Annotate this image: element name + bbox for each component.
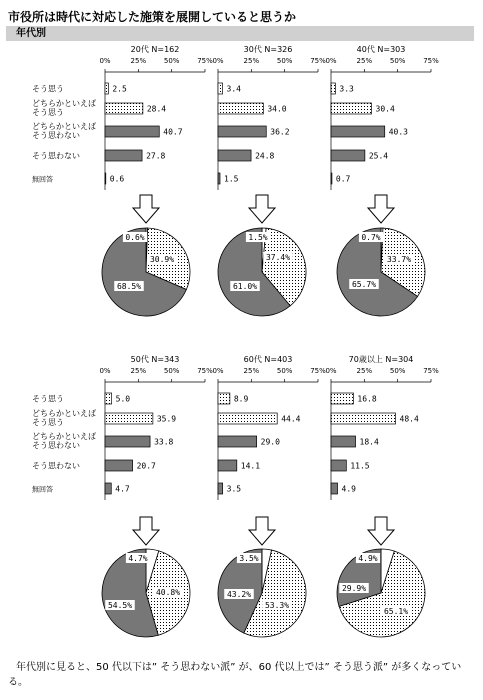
down-arrow-icon (368, 195, 394, 223)
bar (105, 173, 106, 184)
tick-label: 50% (276, 367, 293, 375)
pie-slice-label: 4.9% (358, 554, 378, 563)
bar-value-label: 4.7 (115, 484, 130, 494)
row-category-label: そう思わない (32, 441, 80, 450)
pie-slice-label: 61.0% (232, 282, 258, 291)
section-header: 年代別 (6, 26, 474, 41)
pie-slice-label: 33.7% (386, 255, 412, 264)
bar-value-label: 30.4 (375, 104, 395, 114)
tick-label: 0% (325, 57, 337, 65)
row-category-label: そう思わない (32, 131, 80, 140)
bar (331, 393, 353, 404)
tick-label: 0% (325, 367, 337, 375)
tick-label: 75% (310, 57, 326, 65)
bar-value-label: 3.5 (226, 484, 242, 494)
row-category-label: そう思う (32, 394, 64, 404)
pie-slice-label: 4.7% (128, 554, 148, 563)
pie-slice-label: 3.5% (239, 554, 259, 563)
tick-label: 0% (99, 367, 111, 375)
bar-value-label: 36.2 (270, 127, 290, 137)
tick-label: 0% (212, 57, 224, 65)
tick-label: 75% (423, 367, 439, 375)
bar (105, 126, 159, 137)
row-category-label: どちらかといえば (32, 409, 96, 418)
bar (331, 150, 365, 161)
tick-label: 0% (99, 57, 111, 65)
tick-label: 0% (212, 367, 224, 375)
pie-slice-label: 65.1% (383, 607, 409, 616)
bar (105, 436, 150, 447)
bar (331, 173, 332, 184)
bar (218, 483, 223, 494)
tick-label: 50% (389, 57, 406, 65)
bar (331, 413, 396, 424)
bar-value-label: 34.0 (267, 104, 287, 114)
bar (105, 483, 111, 494)
row-category-label: そう思う (32, 108, 64, 117)
pie-slice-label: 53.3% (264, 601, 290, 610)
bar-value-label: 3.4 (226, 84, 241, 94)
bar-value-label: 16.8 (357, 394, 377, 404)
bar-value-label: 14.1 (240, 461, 261, 471)
bar-value-label: 44.4 (281, 414, 301, 424)
bar (218, 393, 230, 404)
bar (218, 460, 237, 471)
bar-value-label: 8.9 (233, 394, 249, 404)
bar-value-label: 5.0 (115, 394, 131, 404)
bar (331, 483, 338, 494)
row-category-label: どちらかといえば (32, 432, 96, 441)
row-category-label: そう思わない (32, 461, 80, 471)
tick-label: 25% (243, 57, 260, 65)
pie-slice-label: 37.4% (265, 253, 291, 262)
tick-label: 75% (197, 57, 213, 65)
tick-label: 25% (243, 367, 260, 375)
pie-slice-label: 29.9% (341, 584, 367, 593)
pie-slice-label: 40.8% (155, 588, 181, 597)
bar-panel-title: 40代 N=303 (356, 45, 406, 54)
tick-label: 50% (389, 367, 406, 375)
tick-label: 50% (163, 367, 180, 375)
bar-value-label: 25.4 (368, 151, 389, 161)
down-arrow-icon (249, 195, 275, 223)
bar-value-label: 24.8 (255, 151, 275, 161)
bar (218, 103, 263, 114)
bar-value-label: 35.9 (156, 414, 177, 424)
bar-value-label: 33.8 (154, 437, 174, 447)
down-arrow-icon (249, 517, 275, 545)
bar-panel-title: 50代 N=343 (130, 355, 180, 364)
row-category-label: どちらかといえば (32, 122, 96, 131)
tick-label: 75% (310, 367, 326, 375)
tick-label: 25% (130, 367, 147, 375)
bar (331, 126, 385, 137)
row-category-label: どちらかといえば (32, 99, 96, 108)
tick-label: 75% (423, 57, 439, 65)
bar (105, 103, 143, 114)
bar-value-label: 20.7 (136, 461, 156, 471)
down-arrow-icon (368, 517, 394, 545)
pie-slice-label: 0.7% (361, 233, 381, 242)
pie-slice-label: 54.5% (107, 601, 133, 610)
bar-value-label: 0.7 (335, 174, 351, 184)
bar (331, 83, 335, 94)
row-category-label: 無回答 (32, 485, 53, 494)
tick-label: 25% (130, 57, 147, 65)
bar-value-label: 0.6 (109, 174, 125, 184)
pie-slice-label: 1.5% (248, 233, 268, 242)
page-title: 市役所は時代に対応した施策を展開していると思うか (8, 10, 297, 24)
footnote: 年代別に見ると、50 代以下は” そう思わない派” が、60 代以上では” そう思う派” が多くなっている。 (8, 662, 462, 688)
bar-panel-title: 70歳以上 N=304 (348, 355, 414, 364)
bar-value-label: 29.0 (260, 437, 280, 447)
pie-slice-label: 30.9% (149, 255, 175, 264)
row-category-label: そう思う (32, 418, 64, 427)
bar-value-label: 48.4 (399, 414, 419, 424)
tick-label: 75% (197, 367, 213, 375)
bar-panel-title: 60代 N=403 (243, 355, 293, 364)
bar (105, 83, 108, 94)
bar-value-label: 40.7 (163, 127, 183, 137)
bar (218, 413, 277, 424)
pie-slice-label: 68.5% (116, 282, 142, 291)
bar-panel-title: 20代 N=162 (130, 45, 180, 54)
bar (105, 413, 153, 424)
down-arrow-icon (133, 517, 159, 545)
tick-label: 25% (356, 367, 373, 375)
down-arrow-icon (133, 195, 159, 223)
bar-value-label: 1.5 (224, 174, 239, 184)
bar-value-label: 11.5 (350, 461, 370, 471)
row-category-label: そう思わない (32, 151, 80, 161)
bar (105, 393, 112, 404)
tick-label: 50% (276, 57, 293, 65)
bar-value-label: 3.3 (339, 84, 354, 94)
bar (331, 460, 346, 471)
bar (105, 150, 142, 161)
bar-panel-title: 30代 N=326 (243, 45, 293, 54)
bar (105, 460, 133, 471)
row-category-label: 無回答 (32, 175, 53, 184)
bar (218, 83, 223, 94)
bar-value-label: 28.4 (146, 104, 167, 114)
bar (331, 103, 372, 114)
tick-label: 25% (356, 57, 373, 65)
bar (218, 126, 266, 137)
tick-label: 50% (163, 57, 180, 65)
bar-value-label: 27.8 (146, 151, 166, 161)
bar (218, 173, 220, 184)
bar-value-label: 40.3 (388, 127, 408, 137)
pie-slice-label: 0.6% (125, 233, 145, 242)
bar-value-label: 4.9 (341, 484, 356, 494)
row-category-label: そう思う (32, 84, 64, 94)
bar (218, 150, 251, 161)
bar (331, 436, 356, 447)
pie-slice-label: 65.7% (351, 280, 377, 289)
bar-value-label: 18.4 (359, 437, 379, 447)
bar-value-label: 2.5 (112, 84, 127, 94)
pie-slice-label: 43.2% (226, 590, 252, 599)
bar (218, 436, 257, 447)
